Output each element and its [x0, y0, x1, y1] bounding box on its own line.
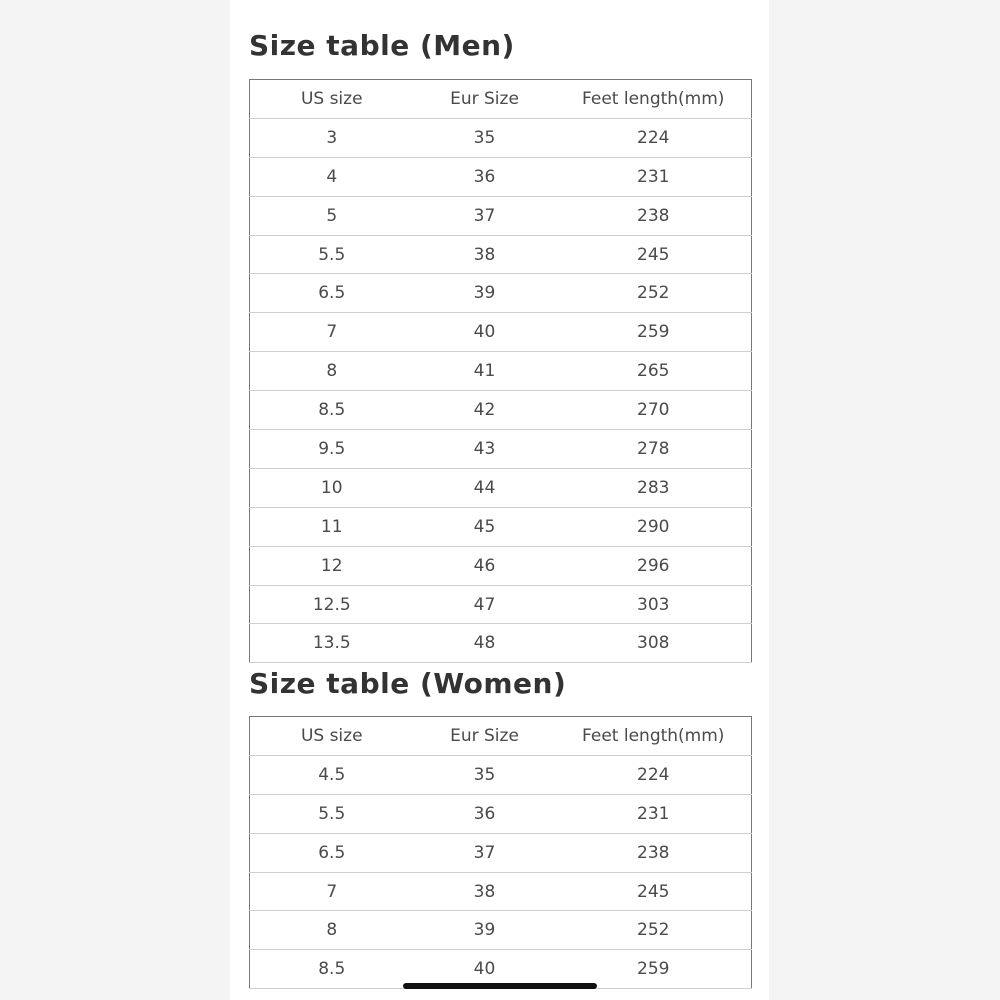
table-row	[250, 833, 752, 872]
us-size-cell: 13.5	[250, 624, 414, 663]
table-row	[250, 235, 752, 274]
eur-size-cell: 35	[414, 118, 556, 157]
feet-length-cell: 303	[556, 585, 752, 624]
us-size-cell: 5.5	[250, 794, 414, 833]
column-header-eur-size: Eur Size	[414, 717, 556, 756]
eur-size-cell: 36	[414, 794, 556, 833]
eur-size-cell: 44	[414, 468, 556, 507]
table-row	[250, 391, 752, 430]
women-size-table-title: Size table (Women)	[249, 667, 567, 700]
table-row	[250, 755, 752, 794]
men-size-table	[249, 79, 752, 663]
feet-length-cell: 252	[556, 911, 752, 950]
table-row	[250, 118, 752, 157]
table-row	[250, 546, 752, 585]
us-size-cell: 7	[250, 313, 414, 352]
eur-size-cell: 37	[414, 196, 556, 235]
us-size-cell: 9.5	[250, 430, 414, 469]
eur-size-cell: 35	[414, 755, 556, 794]
us-size-cell: 12	[250, 546, 414, 585]
us-size-cell: 8.5	[250, 950, 414, 989]
us-size-cell: 4	[250, 157, 414, 196]
men-size-table-title: Size table (Men)	[249, 29, 515, 62]
us-size-cell: 5	[250, 196, 414, 235]
feet-length-cell: 259	[556, 313, 752, 352]
feet-length-cell: 231	[556, 157, 752, 196]
us-size-cell: 6.5	[250, 274, 414, 313]
feet-length-cell: 283	[556, 468, 752, 507]
us-size-cell: 8	[250, 352, 414, 391]
us-size-cell: 11	[250, 507, 414, 546]
table-row	[250, 352, 752, 391]
us-size-cell: 8	[250, 911, 414, 950]
eur-size-cell: 42	[414, 391, 556, 430]
eur-size-cell: 40	[414, 313, 556, 352]
eur-size-cell: 40	[414, 950, 556, 989]
table-row	[250, 624, 752, 663]
us-size-cell: 8.5	[250, 391, 414, 430]
eur-size-cell: 39	[414, 274, 556, 313]
table-row	[250, 313, 752, 352]
feet-length-cell: 231	[556, 794, 752, 833]
feet-length-cell: 265	[556, 352, 752, 391]
women-size-table	[249, 716, 752, 989]
feet-length-cell: 224	[556, 755, 752, 794]
us-size-cell: 10	[250, 468, 414, 507]
feet-length-cell: 308	[556, 624, 752, 663]
home-indicator[interactable]	[403, 983, 597, 989]
feet-length-cell: 238	[556, 196, 752, 235]
eur-size-cell: 43	[414, 430, 556, 469]
feet-length-cell: 259	[556, 950, 752, 989]
eur-size-cell: 48	[414, 624, 556, 663]
eur-size-cell: 47	[414, 585, 556, 624]
table-row	[250, 430, 752, 469]
column-header-feet-length: Feet length(mm)	[556, 80, 752, 119]
table-header-row	[250, 80, 752, 119]
eur-size-cell: 46	[414, 546, 556, 585]
eur-size-cell: 36	[414, 157, 556, 196]
column-header-feet-length: Feet length(mm)	[556, 717, 752, 756]
us-size-cell: 12.5	[250, 585, 414, 624]
table-row	[250, 911, 752, 950]
feet-length-cell: 252	[556, 274, 752, 313]
eur-size-cell: 39	[414, 911, 556, 950]
eur-size-cell: 38	[414, 235, 556, 274]
table-row	[250, 468, 752, 507]
column-header-us-size: US size	[250, 80, 414, 119]
eur-size-cell: 37	[414, 833, 556, 872]
us-size-cell: 4.5	[250, 755, 414, 794]
table-row	[250, 507, 752, 546]
table-header-row	[250, 717, 752, 756]
feet-length-cell: 290	[556, 507, 752, 546]
column-header-eur-size: Eur Size	[414, 80, 556, 119]
eur-size-cell: 41	[414, 352, 556, 391]
feet-length-cell: 296	[556, 546, 752, 585]
us-size-cell: 7	[250, 872, 414, 911]
feet-length-cell: 224	[556, 118, 752, 157]
feet-length-cell: 270	[556, 391, 752, 430]
table-row	[250, 585, 752, 624]
table-row	[250, 157, 752, 196]
feet-length-cell: 245	[556, 872, 752, 911]
eur-size-cell: 38	[414, 872, 556, 911]
feet-length-cell: 245	[556, 235, 752, 274]
us-size-cell: 6.5	[250, 833, 414, 872]
table-row	[250, 872, 752, 911]
feet-length-cell: 278	[556, 430, 752, 469]
column-header-us-size: US size	[250, 717, 414, 756]
table-row	[250, 794, 752, 833]
table-row	[250, 274, 752, 313]
eur-size-cell: 45	[414, 507, 556, 546]
us-size-cell: 3	[250, 118, 414, 157]
table-row	[250, 196, 752, 235]
us-size-cell: 5.5	[250, 235, 414, 274]
feet-length-cell: 238	[556, 833, 752, 872]
